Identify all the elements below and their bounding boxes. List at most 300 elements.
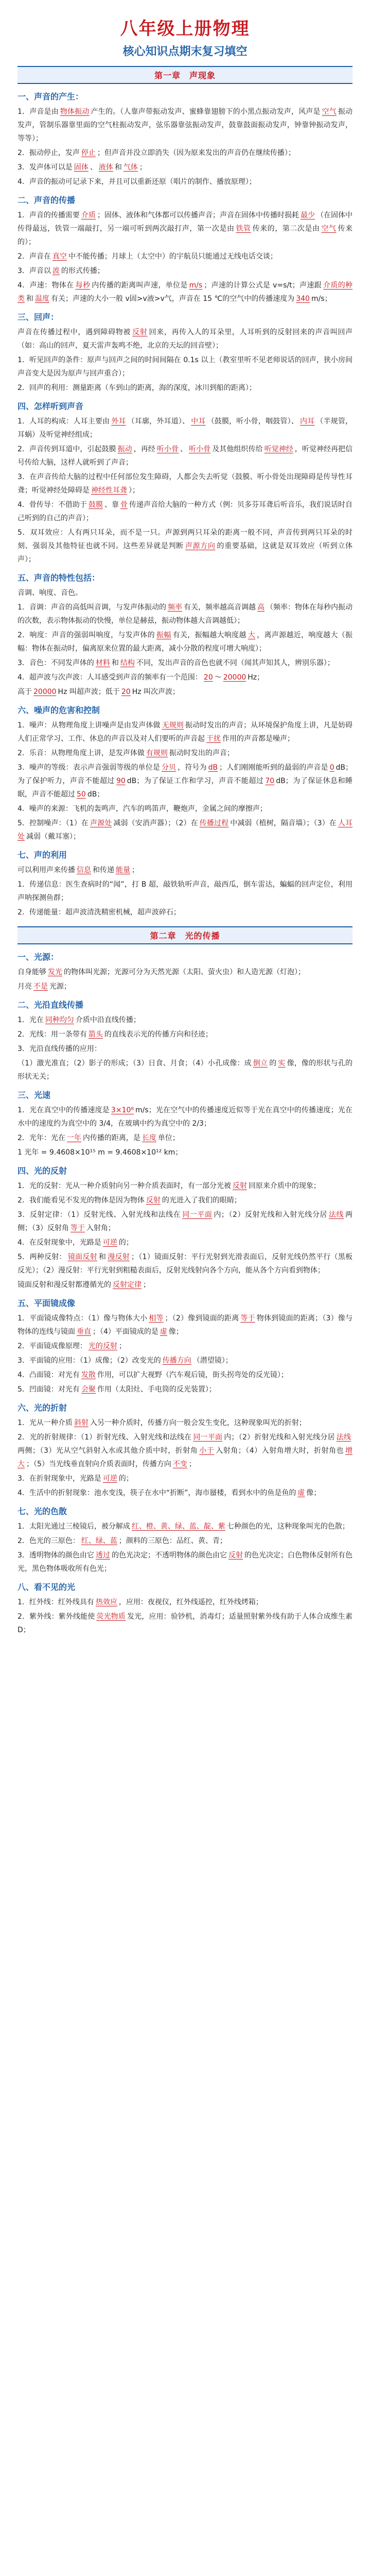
paragraph <box>17 161 353 174</box>
fill-in-answer: 90 <box>116 777 126 785</box>
paragraph-text: 2．响度：声音的强弱叫响度，与发声体的 <box>17 631 155 639</box>
paragraph-text: 入射角；（4）入射角增大时，折射角也 <box>216 1447 344 1455</box>
paragraph-text: 的； <box>118 1239 133 1247</box>
fill-in-answer: 发散 <box>81 1371 96 1379</box>
paragraph <box>17 656 353 670</box>
paragraph <box>17 747 353 760</box>
paragraph-text: 4．凸面镜：对光有 <box>17 1371 80 1379</box>
paragraph <box>17 1312 353 1338</box>
paragraph-text: ；（2）像到镜面的距离 <box>165 1314 239 1323</box>
paragraph <box>17 586 353 600</box>
paragraph <box>17 381 353 395</box>
paragraph-text: 2．色光的三原色： <box>17 1537 80 1545</box>
paragraph-text: 介质中沿直线传播； <box>75 1016 140 1024</box>
section <box>17 951 353 993</box>
paragraph-text: 两侧；（3）反射角 <box>17 1211 353 1232</box>
fill-in-answer: 会聚 <box>81 1385 96 1394</box>
paragraph-text: 1．红外线：红外线具有 <box>17 1598 94 1606</box>
section-heading: 六、噪声的危害和控制 <box>17 705 100 715</box>
chapter-heading: 第一章 声现象 <box>17 66 353 84</box>
paragraph-text: 1．光在真空中的传播速度是 <box>17 1106 110 1114</box>
paragraph-text: 3．平面镜的应用：（1）成像；（2）改变光的 <box>17 1357 161 1365</box>
fill-in-answer: 不是 <box>33 982 48 991</box>
fill-in-answer: 0 <box>329 764 334 772</box>
section-heading: 二、声音的传播 <box>17 195 76 205</box>
section <box>17 1505 353 1575</box>
paragraph <box>17 671 353 684</box>
fill-in-answer: 固体 <box>74 163 89 172</box>
fill-in-answer: 发光 <box>48 968 62 976</box>
paragraph-text: 中不能传播；月球上（太空中）的宇航员只能通过无线电话交谈； <box>68 252 277 261</box>
fill-in-answer: 红、绿、蓝 <box>81 1537 117 1545</box>
fill-in-answer: 液体 <box>98 163 113 172</box>
paragraph-text: 内传播的距离叫声速，单位是 <box>92 281 188 290</box>
chapter-heading: 第二章 光的传播 <box>17 926 353 944</box>
paragraph-text: （在固体中传得最远，铁管一端敲打，另一端可听到两次敲打声，第一次是由 <box>17 211 353 233</box>
fill-in-answer: 垂直 <box>77 1328 91 1336</box>
paragraph-text: 4．超声波与次声波：人耳感受到声音的频率有一个范围： <box>17 673 202 682</box>
paragraph-text: 4．声音的振动可记录下来，并且可以重新还原（唱片的制作、播放原理）； <box>17 178 256 186</box>
fill-in-answer: 实 <box>278 1059 286 1067</box>
fill-in-answer: 等于 <box>240 1314 255 1323</box>
paragraph-text: （频率：物体在每秒内振动的次数，表示物体振动的快慢，单位是赫兹，振动物体越大音调越低）； <box>17 603 353 625</box>
fill-in-answer: 神经性耳聋 <box>91 486 127 495</box>
paragraph-text: m/s； <box>311 295 332 303</box>
paragraph-text: 1．噪声：从物理角度上讲噪声是由发声体做 <box>17 721 161 730</box>
fill-in-answer: 法线 <box>328 1211 344 1219</box>
fill-in-answer: 20 <box>203 673 213 682</box>
paragraph-text: 发光，应用：验钞机，消毒灯；适量照射紫外线有助于人体合成维生素 D； <box>17 1613 353 1634</box>
paragraph-text: Hz； <box>248 673 265 682</box>
paragraph <box>17 1236 353 1249</box>
paragraph-text: ；颜料的三原色：品红、黄、青； <box>118 1537 227 1545</box>
fill-in-answer: 小于 <box>199 1447 215 1455</box>
paragraph-text: 镜面反射和漫反射都遵循光的 <box>17 1281 111 1289</box>
fill-in-answer: 听小骨 <box>156 445 179 453</box>
fill-in-answer: 等于 <box>70 1224 85 1232</box>
fill-in-answer: 反射 <box>132 328 148 336</box>
paragraph-text: 月亮 <box>17 982 32 991</box>
paragraph-text: 3．声音以 <box>17 267 51 275</box>
paragraph <box>17 1278 353 1292</box>
paragraph-text: 4．噪声的来源：飞机的轰鸣声，汽车的鸣笛声，鞭炮声，金属之间的摩擦声； <box>17 805 267 813</box>
paragraph-text: ；但声音并没立即消失（因为原来发出的声音仍在继续传播）； <box>97 149 295 157</box>
paragraph <box>17 601 353 628</box>
paragraph-text: 有关，振幅越大响度越 <box>172 631 246 639</box>
paragraph-text: 1．太阳光通过三棱镜后，被分解成 <box>17 1522 130 1531</box>
paragraph <box>17 1042 353 1056</box>
paragraph-text: 2．我们能看见不发光的物体是因为物体 <box>17 1196 145 1205</box>
section-heading: 四、光的反射 <box>17 1166 67 1176</box>
fill-in-answer: 骨 <box>120 501 128 509</box>
paragraph <box>17 353 353 380</box>
section-heading: 三、光速 <box>17 1090 51 1100</box>
paragraph-text: 1．平面镜成像特点：（1）像与物体大小 <box>17 1314 148 1323</box>
fill-in-answer: 传播过程 <box>199 819 229 827</box>
paragraph-text: 3．噪声的等级：表示声音强弱等级的单位是 <box>17 764 160 772</box>
fill-in-answer: 铁管 <box>236 225 251 233</box>
paragraph-text: 和传递 <box>93 866 114 874</box>
paragraph-text: 不同，发出声音的音色也就不同（闻其声知其人，辨别乐器）； <box>136 659 334 667</box>
section <box>17 704 353 843</box>
section-heading: 一、声音的产生： <box>17 92 84 101</box>
fill-in-answer: 箭头 <box>88 1030 103 1039</box>
paragraph <box>17 1486 353 1500</box>
paragraph-text: 2．光年：光在 <box>17 1134 65 1142</box>
paragraph-text: dB； <box>87 790 104 799</box>
paragraph <box>17 863 353 877</box>
paragraph-text: （半规管，耳蜗）及听觉神经组成； <box>17 417 353 439</box>
paragraph-text: 振动发声，管制乐器靠里面的空气柱振动发声，弦乐器靠弦振动发声，鼓靠鼓面振动发声，钟靠钟振动发声，等等）； <box>17 108 353 143</box>
paragraph <box>17 443 353 469</box>
section-heading: 六、光的折射 <box>17 1403 67 1413</box>
paragraph <box>17 1534 353 1548</box>
paragraph-text: 内；（2）折射光线和入射光线分居 <box>224 1433 335 1442</box>
fill-in-answer: 波 <box>52 267 60 275</box>
section-heading: 七、声的利用 <box>17 850 67 860</box>
paragraph-text: 和 <box>98 1253 107 1261</box>
paragraph-text: 1．光从一种介质 <box>17 1419 73 1427</box>
paragraph <box>17 906 353 919</box>
paragraph-text: 的物体叫光源；光源可分为天然光源（太阳、萤火虫）和人造光源（灯泡）； <box>64 968 305 976</box>
section <box>17 400 353 566</box>
paragraph-text: 2．光的折射规律：（1）折射光线、入射光线和法线在 <box>17 1433 192 1442</box>
section-heading: 五、声音的特性包括： <box>17 573 100 583</box>
paragraph-text: 和 <box>111 659 119 667</box>
paragraph-text: ； <box>118 1342 126 1350</box>
fill-in-answer: 红、橙、黄、绿、蓝、靛、紫 <box>131 1522 225 1531</box>
fill-in-answer: 镜面反射 <box>67 1253 97 1261</box>
section <box>17 1164 353 1292</box>
paragraph-text: 的色光决定；白色物体反射所有色光，黑色物体吸收所有色光； <box>17 1551 353 1573</box>
paragraph <box>17 498 353 525</box>
paragraph-text: 2．回声的利用：测量距离（车到山的距离，海的深度，冰川到船的距离）； <box>17 384 256 392</box>
paragraph <box>17 209 353 249</box>
paragraph-text: 作用（太阳灶、手电筒的反光装置）； <box>97 1385 216 1394</box>
fill-in-answer: 可逆 <box>102 1475 117 1483</box>
document-body <box>17 66 353 1637</box>
section-heading: 三、回声： <box>17 312 59 322</box>
fill-in-answer: 光的反射 <box>88 1342 117 1350</box>
paragraph <box>17 1146 353 1159</box>
fill-in-answer: 透过 <box>95 1551 110 1560</box>
fill-in-answer: 介质 <box>81 211 96 219</box>
paragraph-text: 产生的。（人靠声带振动发声、蜜蜂靠翅膀下的小黑点振动发声，风声是 <box>91 108 321 116</box>
paragraph-text: 的形式传播； <box>61 267 104 275</box>
paragraph-text: 2．振动停止，发声 <box>17 149 80 157</box>
paragraph-text: 2．声音在 <box>17 252 51 261</box>
paragraph <box>17 1354 353 1367</box>
fill-in-answer: 70 <box>265 777 275 785</box>
paragraph-text: ； <box>143 1281 150 1289</box>
paragraph <box>17 1520 353 1533</box>
section-heading: 一、光源： <box>17 952 59 962</box>
paragraph <box>17 1194 353 1207</box>
paragraph-text: 2．乐音：从物理角度上讲，是发声体做 <box>17 749 145 757</box>
fill-in-answer: 外耳 <box>111 417 126 426</box>
section <box>17 571 353 699</box>
fill-in-answer: 能量 <box>116 866 130 874</box>
fill-in-answer: 20000 <box>33 688 57 696</box>
fill-in-answer: 有规则 <box>146 749 168 757</box>
section-heading: 五、平面镜成像 <box>17 1298 76 1308</box>
paragraph-text: 1．听见回声的条件：原声与回声之间的时间间隔在 0.1s 以上（教室里听不见老师说话的回声，狭小房间声音变大是因为原声与回声重合）； <box>17 356 353 378</box>
paragraph-text: 5．两种反射： <box>17 1253 66 1261</box>
fill-in-answer: 大 <box>248 631 256 639</box>
paragraph-text: 单位； <box>157 1134 180 1142</box>
paragraph-text: 像； <box>168 1328 183 1336</box>
fill-in-answer: 介质的种类 <box>17 281 353 303</box>
paragraph-text: 声音在传播过程中，遇到障碍物被 <box>17 328 131 336</box>
fill-in-answer: 法线 <box>336 1433 351 1442</box>
paragraph <box>17 1179 353 1193</box>
paragraph <box>17 470 353 497</box>
paragraph-text: Hz 叫次声波； <box>132 688 180 696</box>
paragraph <box>17 415 353 442</box>
paragraph-text: Hz 叫超声波；低于 <box>58 688 120 696</box>
paragraph-text: 像； <box>306 1489 321 1497</box>
section-heading: 二、光沿直线传播 <box>17 1000 84 1010</box>
paragraph-text: 4．骨传导：不借助于 <box>17 501 87 509</box>
fill-in-answer: 材料 <box>95 659 110 667</box>
paragraph-text: ；人们刚刚能听到的最弱的声音是 <box>219 764 328 772</box>
fill-in-answer: 相等 <box>149 1314 164 1323</box>
paragraph <box>17 685 353 699</box>
paragraph-text: 5．双耳效应：人有两只耳朵，而不是一只。声源到两只耳朵的距离一般不同，声音传到两只耳朵的时刻、强弱及其他特征也就不同。这些差异就是判断 <box>17 529 353 550</box>
paragraph-text: 2．紫外线：紫外线能使 <box>17 1613 95 1621</box>
paragraph-text: 、靠 <box>104 501 119 509</box>
fill-in-answer: 空气 <box>322 108 337 116</box>
paragraph-text: dB；为了保证工作和学习，声音不能超过 <box>127 777 264 785</box>
fill-in-answer: 鼓膜 <box>88 501 103 509</box>
paragraph-text: 1．人耳的构成：人耳主要由 <box>17 417 110 426</box>
paragraph-text: 高于 <box>17 688 32 696</box>
paragraph <box>17 1057 353 1083</box>
fill-in-answer: 分贝 <box>161 764 177 772</box>
section <box>17 194 353 306</box>
fill-in-answer: 温度 <box>35 295 49 303</box>
paragraph-text: 3．透明物体的颜色由它 <box>17 1551 94 1560</box>
paragraph-text: 振动时发出的声音； <box>169 749 234 757</box>
fill-in-answer: 振动 <box>117 445 132 453</box>
paragraph-text: 振动时发出的声音；从环境保护角度上讲，凡是妨碍人们正常学习、工作、休息的声音以及对人们要听的声音起 <box>17 721 353 743</box>
fill-in-answer: 漫反射 <box>108 1253 130 1261</box>
paragraph-text: 自身能够 <box>17 968 46 976</box>
paragraph-text: 1．音调：声音的高低叫音调，与发声体振动的 <box>17 603 166 612</box>
paragraph-text: 作用，可以扩大视野（汽车观后镜，街头拐弯处的反光镜）； <box>97 1371 288 1379</box>
paragraph-text: 入另一种介质时，传播方向一般会发生变化，这种现象叫光的折射； <box>90 1419 306 1427</box>
paragraph-text: dB；为了保证休息和睡眠，声音不能超过 <box>17 777 353 799</box>
paragraph-text: 的光进入了我们的眼睛； <box>162 1196 241 1205</box>
fill-in-answer: 同种均匀 <box>45 1016 74 1024</box>
fill-in-answer: 虚 <box>160 1328 167 1336</box>
paragraph-text: 物体到镜面的距离；（3）像与物体的连线与镜面 <box>17 1314 353 1336</box>
paragraph-text: 1．光在 <box>17 1016 44 1024</box>
paragraph <box>17 1028 353 1041</box>
paragraph <box>17 1610 353 1637</box>
fill-in-answer: 声源处 <box>90 819 112 827</box>
paragraph <box>17 1013 353 1027</box>
paragraph-text: 传来的，第二次是由 <box>252 225 320 233</box>
paragraph-text: 2．光线：用一条带有 <box>17 1030 87 1039</box>
paragraph-text: m/s；光在空气中的传播速度近似等于光在真空中的传播速度；光在水中的速度约为真空中的 3/4，在玻璃中约为真空中的 2/3； <box>17 1106 353 1128</box>
paragraph-text: ；声速的计算公式是 v=s/t；声速跟 <box>204 281 322 290</box>
paragraph <box>17 802 353 816</box>
paragraph-text: 的直线表示光的传播方向和径迹； <box>104 1030 213 1039</box>
fill-in-answer: dB <box>208 764 218 772</box>
paragraph-text: （耳廓，外耳道）、 <box>127 417 190 426</box>
paragraph <box>17 326 353 352</box>
fill-in-answer: 一年 <box>66 1134 81 1142</box>
paragraph-text: 像，像的形状与孔的形状无关； <box>17 1059 353 1081</box>
fill-in-answer: 真空 <box>52 252 67 261</box>
paragraph-text: （1）激光准直；（2）影子的形成；（3）日食、月食；（4）小孔成像：成 <box>17 1059 252 1067</box>
fill-in-answer: 20 <box>121 688 131 696</box>
paragraph-text: 音调、响度、音色。 <box>17 589 82 597</box>
paragraph <box>17 1208 353 1235</box>
fill-in-answer: 反射定律 <box>113 1281 142 1289</box>
section <box>17 1089 353 1159</box>
paragraph-text: 3．反射定律：（1）反射光线、入射光线和法线在 <box>17 1211 181 1219</box>
paragraph-text: 减弱（安消声器）；（2）在 <box>113 819 198 827</box>
paragraph-text: 1．声音的传播需要 <box>17 211 80 219</box>
fill-in-answer: 停止 <box>81 149 96 157</box>
section <box>17 849 353 919</box>
paragraph-text: 光源； <box>49 982 71 991</box>
paragraph <box>17 1250 353 1277</box>
paragraph-text: 3．光沿直线传播的应用： <box>17 1045 101 1053</box>
fill-in-answer: 最少 <box>301 211 315 219</box>
paragraph-text: dB；为了保护听力，声音不能超过 <box>17 764 353 785</box>
fill-in-answer: 增大 <box>17 1447 353 1468</box>
paragraph-text: 及其他组织传给 <box>212 445 263 453</box>
paragraph-text: 可以利用声来传播 <box>17 866 75 874</box>
paragraph-text: 两侧；（3）光从空气斜射入水或其他介质中时，折射角 <box>17 1447 198 1455</box>
fill-in-answer: 振幅 <box>156 631 171 639</box>
section <box>17 1581 353 1637</box>
fill-in-answer: 空气 <box>321 225 337 233</box>
paragraph-text: 、 <box>180 445 188 453</box>
paragraph <box>17 279 353 306</box>
paragraph-text: 内传播的距离，是 <box>82 1134 140 1142</box>
paragraph <box>17 1472 353 1485</box>
paragraph-text: 3．音色：不同发声体的 <box>17 659 94 667</box>
paragraph-text: 4．在反射现象中，光路是 <box>17 1239 101 1247</box>
fill-in-answer: 无规则 <box>162 721 184 730</box>
paragraph-text: 3．发声体可以是 <box>17 163 73 172</box>
paragraph-text: ；（4）平面镜成的是 <box>93 1328 158 1336</box>
paragraph-text: 2．平面镜成像原理： <box>17 1342 87 1350</box>
fill-in-answer: m/s <box>189 281 203 290</box>
paragraph-text: ～ <box>214 673 222 682</box>
paragraph-text: ，符号为 <box>178 764 207 772</box>
paragraph-text: （潜望镜）； <box>192 1357 233 1365</box>
fill-in-answer: 不变 <box>172 1460 187 1468</box>
paragraph-text: ； <box>188 1460 196 1468</box>
paragraph-text: ，听觉神经再把信号传给大脑，这样人就听到了声音； <box>17 445 353 467</box>
section <box>17 1401 353 1500</box>
paragraph <box>17 1549 353 1575</box>
paragraph-text: ，离声源越近，响度越大（振幅：物体在振动时，偏离原来位置的最大距离，减小分散的程度可增大响度）； <box>17 631 353 653</box>
paragraph-text: 的； <box>118 1475 133 1483</box>
section <box>17 311 353 395</box>
paragraph-text: 回原来介质中的现象； <box>248 1182 321 1190</box>
section <box>17 998 353 1083</box>
paragraph-text: 4．声速：物体在 <box>17 281 74 290</box>
document-subtitle: 核心知识点期末复习填空 <box>122 45 248 58</box>
fill-in-answer: 干扰 <box>206 735 221 743</box>
document-title: 八年级上册物理 <box>120 19 250 39</box>
fill-in-answer: 长度 <box>142 1134 156 1142</box>
paragraph-text: 内；（2）反射光线和入射光线分居 <box>214 1211 327 1219</box>
fill-in-answer: 声源方向 <box>185 542 216 550</box>
paragraph-text: 和 <box>26 295 33 303</box>
paragraph-text: 有关，频率越高音调越 <box>183 603 256 612</box>
paragraph-text: 3．在声音传给大脑的过程中任何部位发生障碍，人都会失去听觉（鼓膜、听小骨处出现障碍是传导性耳聋；听觉神经处障碍是 <box>17 473 353 495</box>
paragraph-text: 5．控制噪声：（1）在 <box>17 819 89 827</box>
paragraph-text: ，应用：夜视仪，红外线遥控，红外线烤箱； <box>118 1598 263 1606</box>
paragraph <box>17 1596 353 1609</box>
paragraph-text: ； <box>139 163 147 172</box>
fill-in-answer: 同一平面 <box>193 1433 223 1442</box>
paragraph <box>17 1431 353 1471</box>
fill-in-answer: 结构 <box>120 659 135 667</box>
paragraph <box>17 146 353 160</box>
paragraph-text: 入射角； <box>86 1224 115 1232</box>
paragraph-text: 有关；声速的大小一般 v固>v液>v气，声音在 15 ℃的空气中的传播速度为 <box>51 295 295 303</box>
fill-in-answer: 信息 <box>77 866 91 874</box>
fill-in-answer: 荧光物质 <box>96 1613 126 1621</box>
fill-in-answer: 同一平面 <box>182 1211 213 1219</box>
paragraph <box>17 878 353 905</box>
fill-in-answer: 每秒 <box>75 281 91 290</box>
fill-in-answer: 物体振动 <box>60 108 90 116</box>
paragraph <box>17 264 353 278</box>
paragraph-text: 的色光决定；不透明物体的颜色由它 <box>111 1551 227 1560</box>
fill-in-answer: 气体 <box>123 163 138 172</box>
section-heading: 四、怎样听到声音 <box>17 401 84 411</box>
paragraph <box>17 719 353 745</box>
paragraph-text: ； <box>132 866 139 874</box>
paragraph-text: 七种颜色的光，这种现象叫光的色散； <box>226 1522 349 1531</box>
fill-in-answer: 20000 <box>223 673 246 682</box>
paragraph-text: ；（5）当光线垂直射向介质表面时，传播方向 <box>26 1460 171 1468</box>
paragraph-text: 2．传递能量：超声波清洗精密机械，超声波碎石； <box>17 908 181 917</box>
paragraph <box>17 175 353 189</box>
fill-in-answer: 反射 <box>146 1196 161 1205</box>
fill-in-answer: 反射 <box>228 1551 243 1560</box>
fill-in-answer: 50 <box>77 790 86 799</box>
paragraph <box>17 629 353 655</box>
paragraph-text: ；固体、液体和气体都可以传播声音；声音在固体中传播时损耗 <box>97 211 299 219</box>
fill-in-answer: 频率 <box>167 603 182 612</box>
section <box>17 90 353 189</box>
fill-in-answer: 听觉神经 <box>264 445 293 453</box>
fill-in-answer: 斜射 <box>74 1419 89 1427</box>
paragraph-text: 5．凹面镜：对光有 <box>17 1385 80 1394</box>
paragraph-text: 减弱（戴耳塞）； <box>26 833 80 841</box>
fill-in-answer: 高 <box>257 603 265 612</box>
paragraph <box>17 1104 353 1130</box>
fill-in-answer: 内耳 <box>299 417 315 426</box>
paragraph <box>17 761 353 801</box>
paragraph-text: ；（1）镜面反射：平行光射到光滑表面后，反射光线仍然平行（黑板反光）；（2）漫反射：平行光射到粗糙表面后，反射光线射向各个方向，能从各个方向看到物体； <box>17 1253 353 1275</box>
paragraph-text: 4．生活中的折射现象：池水变浅，筷子在水中“折断”，海市蜃楼，看到水中的鱼是鱼的 <box>17 1489 296 1497</box>
fill-in-answer: 3×10⁸ <box>111 1106 134 1114</box>
paragraph-text: 的 <box>269 1059 277 1067</box>
fill-in-answer: 倒立 <box>253 1059 268 1067</box>
paragraph-text: 作用的声音都是噪声； <box>222 735 294 743</box>
